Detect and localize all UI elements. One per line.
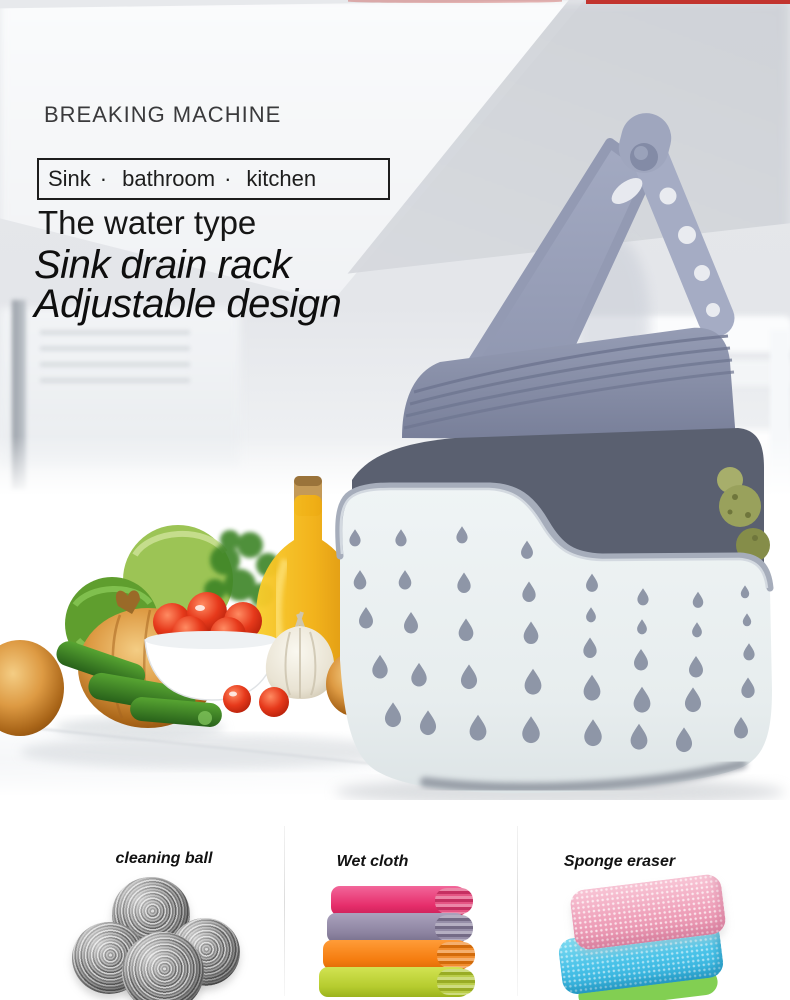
strap-hole [660,188,677,205]
headline-line2: Adjustable design [34,282,342,326]
headline-line1: Sink drain rack [34,243,292,287]
cloth-green [319,967,471,997]
accessories-section [0,800,790,1000]
cherry-tomato [259,687,289,717]
bowl-rim [145,631,277,649]
headline [34,243,342,326]
cloth-fold [437,942,475,968]
cloth-fold [437,969,475,995]
cloth-pink [331,886,469,916]
onion-left [0,640,64,736]
cloth-orange [323,940,471,970]
basket-back-band [402,328,736,440]
product-sink-drain-rack [320,95,790,800]
category-separator: · [99,166,108,191]
strap-hole [706,303,720,317]
cloth-fold [435,915,473,941]
accessory-label-cleaning-ball: cleaning ball [115,850,213,867]
sponge-erasers-image [560,876,755,1000]
cherry-tomato [223,685,251,713]
cloth-fold [435,888,473,914]
category-kitchen: kitchen [246,166,317,191]
subtitle: The water type [38,204,257,241]
snap-button-highlight [634,146,648,160]
cloth-purple [327,913,469,943]
accessory-label-sponge-eraser: Sponge eraser [563,853,676,870]
steel-scourer-balls-image [70,872,270,1000]
tomato-highlight [229,692,237,697]
top-accent-right [586,0,790,4]
strap-hole [694,265,710,281]
wet-cloth-stack-image [325,886,475,1000]
accessory-label-wet-cloth: Wet cloth [336,853,409,870]
top-accent-center [348,0,562,3]
strap-hole [678,226,696,244]
category-sink: Sink [48,166,91,191]
brand-title: BREAKING MACHINE [44,102,282,127]
bottle-cork-top [294,476,322,486]
category-box [37,158,390,200]
bg-window-blinds [40,330,190,390]
category-bathroom: bathroom [122,166,216,191]
category-separator: · [224,166,232,191]
section-divider [517,826,518,996]
